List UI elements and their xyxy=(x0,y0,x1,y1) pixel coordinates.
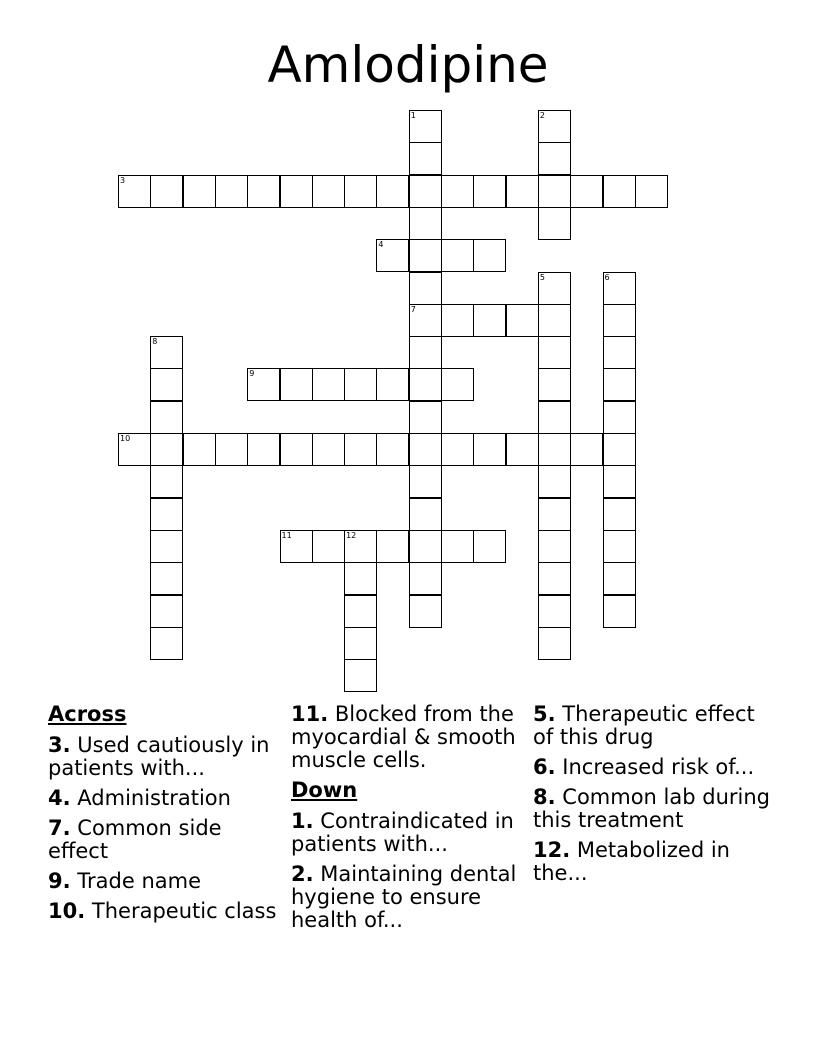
clue-text: Used cautiously in patients with... xyxy=(48,733,270,780)
grid-cell[interactable] xyxy=(312,433,345,466)
grid-cell[interactable] xyxy=(280,175,313,208)
grid-cell[interactable] xyxy=(118,433,151,466)
grid-cell[interactable] xyxy=(280,433,313,466)
grid-cell[interactable] xyxy=(603,595,636,628)
grid-cell[interactable] xyxy=(312,175,345,208)
cell-number: 4 xyxy=(378,240,384,250)
grid-cell[interactable] xyxy=(538,595,571,628)
grid-cell[interactable] xyxy=(409,304,442,337)
grid-cell[interactable] xyxy=(376,433,409,466)
clue-text: Administration xyxy=(77,786,231,810)
clues-column-2 xyxy=(291,703,523,939)
grid-cell[interactable] xyxy=(344,530,377,563)
clue-across-3 xyxy=(48,734,278,780)
grid-cell[interactable] xyxy=(538,498,571,531)
grid-cell[interactable] xyxy=(409,530,442,563)
clue-text: Increased risk of... xyxy=(562,755,755,779)
clue-across-7 xyxy=(48,817,278,863)
clue-number: 4. xyxy=(48,786,71,810)
clue-number: 8. xyxy=(533,785,556,809)
grid-cell[interactable] xyxy=(441,530,474,563)
grid-cell[interactable] xyxy=(538,207,571,240)
grid-cell[interactable] xyxy=(150,368,183,401)
grid-cell[interactable] xyxy=(150,530,183,563)
page-title: Amlodipine xyxy=(267,36,549,94)
cell-number: 6 xyxy=(604,272,610,282)
grid-cell[interactable] xyxy=(570,433,603,466)
cell-number: 12 xyxy=(346,530,357,540)
grid-cell[interactable] xyxy=(473,239,506,272)
clue-text: Common side effect xyxy=(48,816,222,863)
clue-number: 11. xyxy=(291,702,329,726)
grid-cell[interactable] xyxy=(376,530,409,563)
grid-cell[interactable] xyxy=(635,175,668,208)
cell-number: 5 xyxy=(539,272,545,282)
clue-text: Therapeutic class xyxy=(91,899,277,923)
grid-cell[interactable] xyxy=(376,239,409,272)
grid-cell[interactable] xyxy=(538,272,571,305)
clue-number: 9. xyxy=(48,869,71,893)
grid-cell[interactable] xyxy=(247,368,280,401)
cell-number: 10 xyxy=(120,434,131,443)
grid-cell[interactable] xyxy=(538,530,571,563)
grid-cell[interactable] xyxy=(183,175,216,208)
clue-text: Maintaining dental hygiene to ensure health of... xyxy=(291,862,517,932)
grid-cell[interactable] xyxy=(441,368,474,401)
grid-cell[interactable] xyxy=(247,175,280,208)
clue-number: 7. xyxy=(48,816,71,840)
grid-cell[interactable] xyxy=(538,175,571,208)
clue-number: 2. xyxy=(291,862,314,886)
grid-cell[interactable] xyxy=(409,207,442,240)
cell-number: 2 xyxy=(539,111,545,120)
grid-cell[interactable] xyxy=(215,175,248,208)
grid-cell[interactable] xyxy=(344,659,377,692)
grid-cell[interactable] xyxy=(150,627,183,660)
clue-down-12 xyxy=(533,839,773,885)
grid-cell[interactable] xyxy=(118,175,151,208)
grid-cell[interactable] xyxy=(473,304,506,337)
grid-cell[interactable] xyxy=(409,498,442,531)
grid-cell[interactable] xyxy=(409,401,442,434)
clue-down-5 xyxy=(533,703,773,749)
grid-cell[interactable] xyxy=(150,498,183,531)
clue-number: 10. xyxy=(48,899,86,923)
clue-down-2 xyxy=(291,863,523,932)
grid-cell[interactable] xyxy=(506,304,539,337)
cell-number: 8 xyxy=(152,337,158,347)
grid-cell[interactable] xyxy=(409,272,442,305)
grid-cell[interactable] xyxy=(441,239,474,272)
grid-cell[interactable] xyxy=(603,175,636,208)
grid-cell[interactable] xyxy=(409,562,442,595)
cell-number: 9 xyxy=(249,369,255,379)
grid-cell[interactable] xyxy=(150,175,183,208)
across-heading: Across xyxy=(48,702,127,726)
clue-number: 3. xyxy=(48,733,71,757)
grid-cell[interactable] xyxy=(409,368,442,401)
grid-cell[interactable] xyxy=(344,595,377,628)
clue-number: 1. xyxy=(291,809,314,833)
clue-number: 5. xyxy=(533,702,556,726)
clue-down-8 xyxy=(533,786,773,832)
clue-text: Trade name xyxy=(77,869,202,893)
clue-across-11 xyxy=(291,703,523,772)
grid-cell[interactable] xyxy=(409,110,442,143)
grid-cell[interactable] xyxy=(344,627,377,660)
clue-text: Contraindicated in patients with... xyxy=(291,809,514,856)
grid-cell[interactable] xyxy=(538,142,571,175)
grid-cell[interactable] xyxy=(441,433,474,466)
clue-text: Blocked from the myocardial & smooth muscle cells. xyxy=(291,702,516,772)
clues-column-1 xyxy=(48,703,278,930)
grid-cell[interactable] xyxy=(183,433,216,466)
grid-cell[interactable] xyxy=(473,433,506,466)
grid-cell[interactable] xyxy=(603,304,636,337)
grid-cell[interactable] xyxy=(538,465,571,498)
grid-cell[interactable] xyxy=(506,433,539,466)
grid-cell[interactable] xyxy=(538,368,571,401)
grid-cell[interactable] xyxy=(538,336,571,369)
grid-cell[interactable] xyxy=(603,465,636,498)
grid-cell[interactable] xyxy=(150,465,183,498)
clue-number: 12. xyxy=(533,838,571,862)
grid-cell[interactable] xyxy=(603,433,636,466)
grid-cell[interactable] xyxy=(538,401,571,434)
grid-cell[interactable] xyxy=(538,562,571,595)
grid-cell[interactable] xyxy=(409,239,442,272)
grid-cell[interactable] xyxy=(441,175,474,208)
grid-cell[interactable] xyxy=(409,465,442,498)
grid-cell[interactable] xyxy=(150,433,183,466)
grid-cell[interactable] xyxy=(538,110,571,143)
grid-cell[interactable] xyxy=(280,368,313,401)
grid-cell[interactable] xyxy=(215,433,248,466)
clue-across-9 xyxy=(48,870,278,893)
clue-across-10 xyxy=(48,900,278,923)
grid-cell[interactable] xyxy=(409,595,442,628)
grid-cell[interactable] xyxy=(409,433,442,466)
grid-cell[interactable] xyxy=(409,336,442,369)
grid-cell[interactable] xyxy=(409,142,442,175)
clue-text: Common lab during this treatment xyxy=(533,785,770,832)
clue-down-6 xyxy=(533,756,773,779)
clue-text: Therapeutic effect of this drug xyxy=(533,702,755,749)
grid-cell[interactable] xyxy=(150,401,183,434)
grid-cell[interactable] xyxy=(473,530,506,563)
grid-cell[interactable] xyxy=(150,336,183,369)
grid-cell[interactable] xyxy=(376,368,409,401)
cell-number: 1 xyxy=(410,111,416,120)
clue-text: Metabolized in the... xyxy=(533,838,730,885)
grid-cell[interactable] xyxy=(312,368,345,401)
grid-cell[interactable] xyxy=(473,175,506,208)
grid-cell[interactable] xyxy=(603,498,636,531)
grid-cell[interactable] xyxy=(280,530,313,563)
down-heading: Down xyxy=(291,778,358,802)
grid-cell[interactable] xyxy=(247,433,280,466)
grid-cell[interactable] xyxy=(344,175,377,208)
grid-cell[interactable] xyxy=(603,368,636,401)
grid-cell[interactable] xyxy=(570,175,603,208)
clues-column-3 xyxy=(533,703,773,892)
grid-cell[interactable] xyxy=(150,562,183,595)
clue-across-4 xyxy=(48,787,278,810)
grid-cell[interactable] xyxy=(603,272,636,305)
grid-cell[interactable] xyxy=(344,562,377,595)
grid-cell[interactable] xyxy=(538,627,571,660)
grid-cell[interactable] xyxy=(538,304,571,337)
grid-cell[interactable] xyxy=(603,401,636,434)
grid-cell[interactable] xyxy=(409,175,442,208)
grid-cell[interactable] xyxy=(506,175,539,208)
grid-cell[interactable] xyxy=(376,175,409,208)
grid-cell[interactable] xyxy=(312,530,345,563)
grid-cell[interactable] xyxy=(603,530,636,563)
grid-cell[interactable] xyxy=(344,368,377,401)
clue-number: 6. xyxy=(533,755,556,779)
grid-cell[interactable] xyxy=(603,562,636,595)
grid-cell[interactable] xyxy=(603,336,636,369)
cell-number: 7 xyxy=(410,304,416,314)
cell-number: 3 xyxy=(120,175,126,185)
grid-cell[interactable] xyxy=(150,595,183,628)
grid-cell[interactable] xyxy=(344,433,377,466)
clue-down-1 xyxy=(291,810,523,856)
cell-number: 11 xyxy=(281,530,292,540)
grid-cell[interactable] xyxy=(441,304,474,337)
grid-cell[interactable] xyxy=(538,433,571,466)
